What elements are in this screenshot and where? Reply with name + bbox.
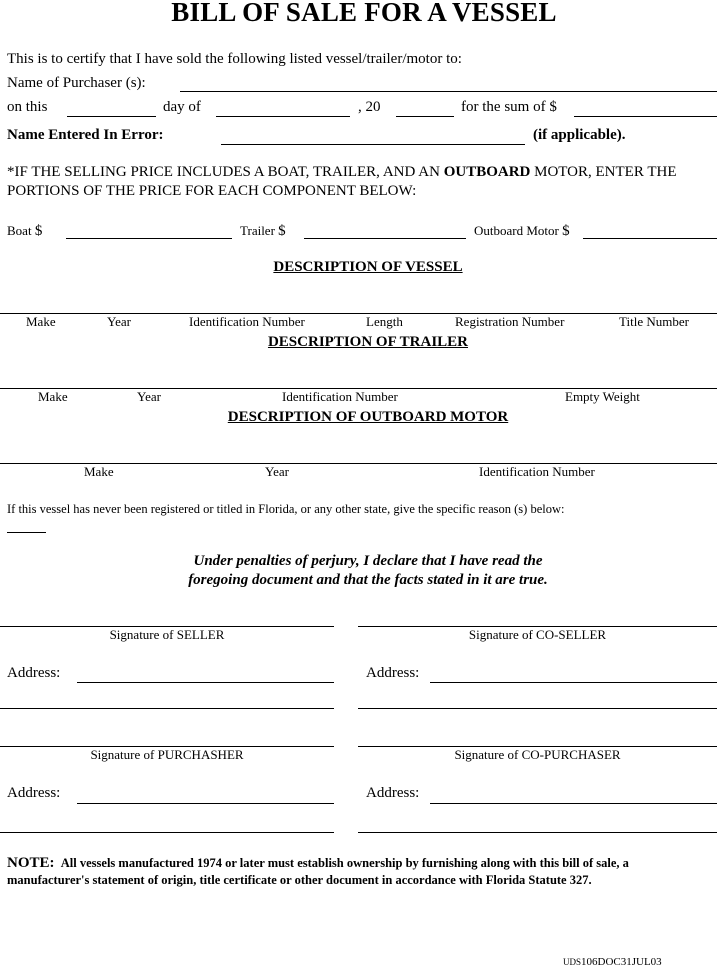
- purchaser-address-field-2[interactable]: [0, 832, 334, 833]
- error-label: Name Entered In Error:: [7, 127, 164, 143]
- purchaser-name-field[interactable]: [180, 91, 717, 92]
- perjury-line-1: Under penalties of perjury, I declare that I have read the: [193, 553, 543, 569]
- certify-text: This is to certify that I have sold the following listed vessel/trailer/motor to:: [7, 51, 462, 67]
- co-seller-address-field-2[interactable]: [358, 708, 717, 709]
- year-prefix-label: , 20: [358, 99, 381, 115]
- motor-col-make: Make: [84, 464, 114, 479]
- trailer-col-make: Make: [38, 389, 68, 404]
- on-this-label: on this: [7, 99, 48, 115]
- purchaser-address-field-1[interactable]: [77, 803, 334, 804]
- boat-price-label: Boat $: [7, 223, 43, 239]
- trailer-heading: DESCRIPTION OF TRAILER: [267, 334, 469, 350]
- co-seller-address-field-1[interactable]: [430, 682, 717, 683]
- seller-address-field-1[interactable]: [77, 682, 334, 683]
- co-purchaser-address-label: Address:: [366, 785, 420, 801]
- never-registered-text: If this vessel has never been registered or titled in Florida, or any other state, give the specific reason (s) below:: [7, 502, 565, 516]
- vessel-col-identification-number: Identification Number: [189, 314, 305, 329]
- selling-price-note-line2: PORTIONS OF THE PRICE FOR EACH COMPONENT BELOW:: [7, 183, 417, 199]
- co-purchaser-signature-label: Signature of CO-PURCHASER: [454, 747, 621, 762]
- vessel-col-registration-number: Registration Number: [455, 314, 565, 329]
- vessel-col-make: Make: [26, 314, 56, 329]
- purchaser-signature-label: Signature of PURCHASHER: [90, 747, 244, 762]
- purchaser-label: Name of Purchaser (s):: [7, 75, 146, 91]
- month-field[interactable]: [216, 116, 350, 117]
- sum-field[interactable]: [574, 116, 717, 117]
- co-purchaser-address-field-2[interactable]: [358, 832, 717, 833]
- vessel-heading: DESCRIPTION OF VESSEL: [273, 259, 463, 275]
- trailer-col-year: Year: [137, 389, 161, 404]
- co-seller-address-label: Address:: [366, 665, 420, 681]
- co-seller-signature-label: Signature of CO-SELLER: [468, 627, 607, 642]
- if-applicable-label: (if applicable).: [533, 127, 626, 143]
- purchaser-address-label: Address:: [7, 785, 61, 801]
- motor-col-year: Year: [265, 464, 289, 479]
- motor-heading: DESCRIPTION OF OUTBOARD MOTOR: [227, 409, 509, 425]
- co-purchaser-address-field-1[interactable]: [430, 803, 717, 804]
- never-registered-reason-field[interactable]: [7, 532, 46, 533]
- error-name-field[interactable]: [221, 144, 525, 145]
- motor-price-label: Outboard Motor $: [474, 223, 570, 239]
- document-title: BILL OF SALE FOR A VESSEL: [171, 0, 557, 27]
- vessel-col-year: Year: [107, 314, 131, 329]
- trailer-price-label: Trailer $: [240, 223, 286, 239]
- trailer-col-identification-number: Identification Number: [282, 389, 398, 404]
- boat-price-field[interactable]: [66, 238, 232, 239]
- day-field[interactable]: [67, 116, 156, 117]
- seller-address-label: Address:: [7, 665, 61, 681]
- seller-signature-label: Signature of SELLER: [109, 627, 225, 642]
- note-line-2: manufacturer's statement of origin, title certificate or other document in accordance with Florida Statute 327.: [7, 873, 592, 887]
- trailer-price-field[interactable]: [304, 238, 466, 239]
- note-line-1: NOTE: All vessels manufactured 1974 or later must establish ownership by furnishing along with this bill of sale, a: [7, 855, 629, 871]
- day-of-label: day of: [163, 99, 201, 115]
- vessel-col-title-number: Title Number: [619, 314, 689, 329]
- motor-col-identification-number: Identification Number: [479, 464, 595, 479]
- selling-price-note: *IF THE SELLING PRICE INCLUDES A BOAT, TRAILER, AND AN OUTBOARD MOTOR, ENTER THE: [7, 164, 677, 180]
- sum-of-label: for the sum of $: [461, 99, 557, 115]
- form-code: UDS106DOC31JUL03: [563, 956, 662, 968]
- trailer-col-empty-weight: Empty Weight: [565, 389, 640, 404]
- perjury-line-2: foregoing document and that the facts stated in it are true.: [188, 572, 548, 588]
- year-field[interactable]: [396, 116, 454, 117]
- vessel-col-length: Length: [366, 314, 403, 329]
- seller-address-field-2[interactable]: [0, 708, 334, 709]
- motor-price-field[interactable]: [583, 238, 717, 239]
